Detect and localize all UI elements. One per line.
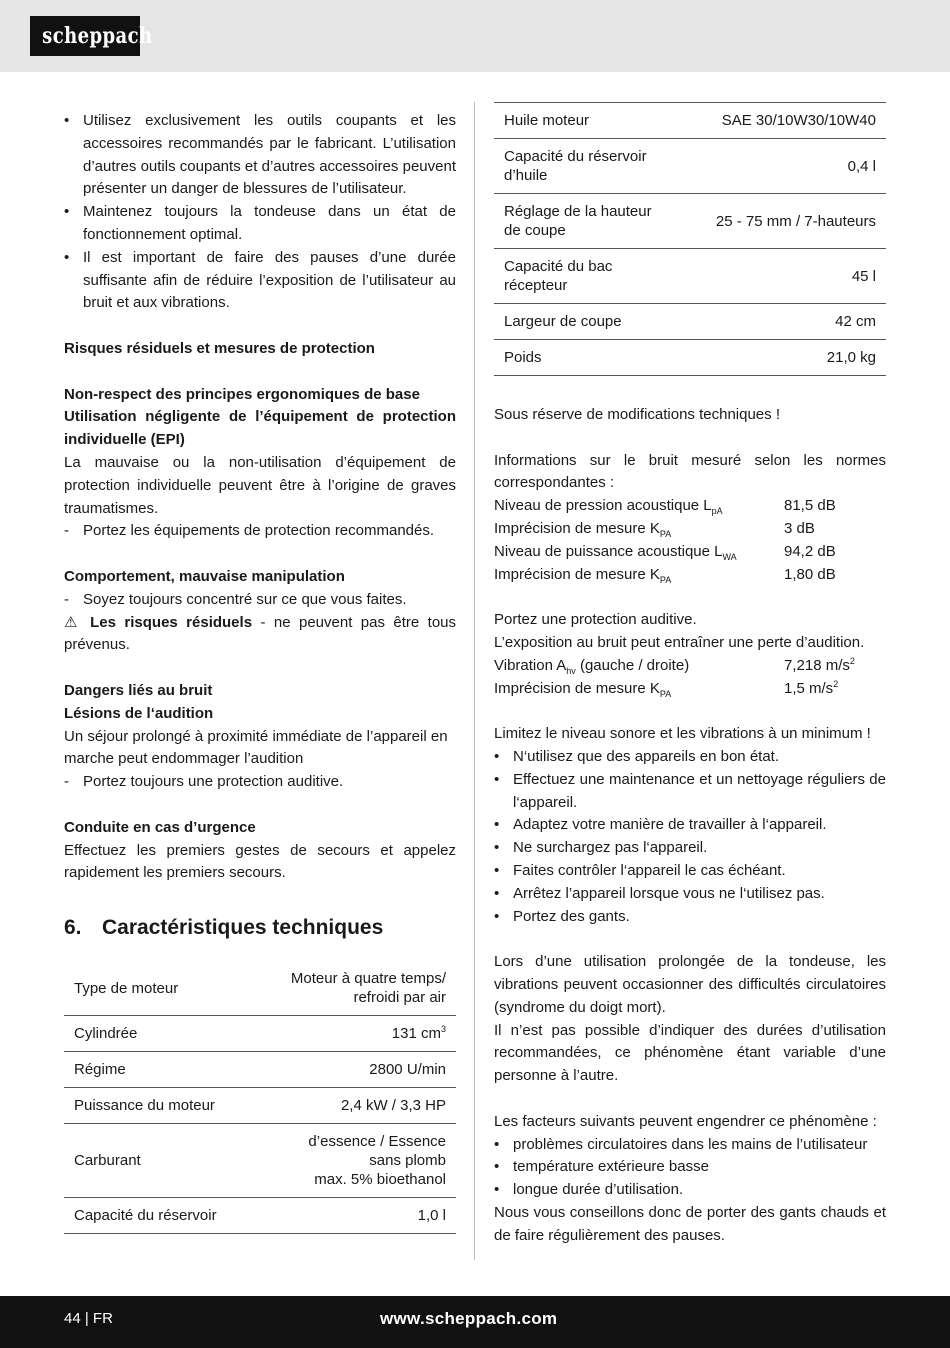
list-item: • longue durée d’utilisation.	[494, 1179, 886, 1202]
bullet-icon: •	[494, 770, 500, 788]
section-title: 6. Caractéristiques techniques	[64, 916, 384, 940]
limit-bullet-list	[494, 746, 886, 928]
bullet-icon: •	[494, 861, 500, 879]
table-row: Capacité du réservoir d’huile 0,4 l	[494, 139, 886, 194]
ergonomics-heading: Non-respect des principes ergonomiques de base	[64, 385, 420, 403]
residual-risk-note: ⚠ Les risques résiduels - ne peuvent pas être tous prévenus.	[64, 613, 457, 654]
table-row: Huile moteur SAE 30/10W30/10W40	[494, 103, 886, 139]
list-item: • Portez des gants.	[494, 906, 886, 929]
list-item: • Ne surchargez pas l‘appareil.	[494, 837, 886, 860]
bullet-icon: •	[494, 816, 500, 834]
value-row: Imprécision de mesure $K_{PA}$ 3 dB	[494, 519, 815, 539]
list-item: • Maintenez toujours la tondeuse dans un état de fonctionnement optimal.	[64, 203, 456, 243]
advice-text: Nous vous conseillons donc de porter des gants chauds et de faire régulièrement des pauses.	[494, 1203, 886, 1244]
bullet-icon: •	[494, 907, 500, 925]
behavior-heading: Comportement, mauvaise manipulation	[64, 567, 345, 585]
bullet-icon: •	[494, 1181, 500, 1199]
bullet-icon: •	[64, 112, 70, 129]
bullet-icon: •	[494, 1135, 500, 1153]
residual-risks-heading: Risques résiduels et mesures de protection	[64, 339, 375, 357]
ppe-text: La mauvaise ou la non-utilisation d’équipement de protection individuelle peuvent être à l’origine de graves traumatismes.	[64, 453, 456, 517]
value-row: Imprécision de mesure $K_{PA}$ 1,5 $m/s^2$	[494, 678, 839, 699]
spec-table-engine	[64, 961, 456, 1234]
factor-bullet-list	[494, 1134, 886, 1202]
bullet-icon: •	[494, 839, 500, 857]
list-item: • Utilisez exclusivement les outils coupants et les accessoires recommandés par le fabricant. L’utilisation d’autres outils coupants et d’autres accessoires peuvent présenter un danger de blessures de l’utilisateur.	[64, 112, 456, 198]
table-row: Capacité du réservoir 1,0 l	[64, 1198, 456, 1234]
bullet-icon: •	[494, 1158, 500, 1176]
emergency-text: Effectuez les premiers gestes de secours et appelez rapidement les premiers secours.	[64, 841, 456, 882]
dash-item: - Portez toujours une protection auditive.	[64, 773, 344, 791]
website-link[interactable]: www.scheppach.com	[380, 1309, 558, 1328]
list-item: • problèmes circulatoires dans les mains de l’utilisateur	[494, 1134, 886, 1157]
table-row: Cylindrée 131 $cm^3$	[64, 1016, 456, 1052]
table-row: Poids 21,0 kg	[494, 340, 886, 376]
spec-table-general	[494, 102, 886, 376]
page-header	[0, 0, 950, 72]
exposure-note: L’exposition au bruit peut entraîner une perte d’audition.	[494, 633, 865, 651]
right-spec-block	[494, 102, 886, 376]
list-item: • Arrêtez l’appareil lorsque vous ne l‘utilisez pas.	[494, 883, 886, 906]
table-row: Puissance du moteur 2,4 kW / 3,3 HP	[64, 1088, 456, 1124]
noise-heading: Dangers liés au bruit	[64, 681, 213, 699]
left-column	[64, 110, 456, 1234]
table-row: Réglage de la hauteur de coupe 25 - 75 mm / 7-hauteurs	[494, 194, 886, 249]
long-use-text: Lors d’une utilisation prolongée de la tondeuse, les vibrations peuvent occasionner des difficultés circulatoires (syndrome du doigt mort).	[494, 953, 886, 1016]
noise-values	[494, 495, 886, 586]
safety-bullet-list	[64, 110, 456, 315]
page-number: 44 | FR	[64, 1310, 113, 1327]
right-column	[494, 404, 886, 1247]
duration-text: Il n’est pas possible d’indiquer des durées d’utilisation recommandées, ce phénomène étant variable d’une personne à l’autre.	[494, 1021, 886, 1085]
emergency-heading: Conduite en cas d’urgence	[64, 818, 256, 836]
bullet-icon: •	[494, 884, 500, 902]
list-item: • Adaptez votre manière de travailler à l‘appareil.	[494, 814, 886, 837]
factors-intro: Les facteurs suivants peuvent engendrer ce phénomène :	[494, 1112, 877, 1130]
value-row: Niveau de pression acoustique $L_{pA}$ 81,5 dB	[494, 497, 836, 517]
noise-text: Un séjour prolongé à proximité immédiate de l’appareil en marche peut endommager l’audition	[64, 727, 448, 768]
warning-icon: ⚠	[64, 613, 82, 631]
ppe-heading: Utilisation négligente de l’équipement de protection individuelle (EPI)	[64, 408, 456, 449]
bullet-icon: •	[494, 747, 500, 765]
list-item: • Effectuez une maintenance et un nettoyage réguliers de l‘appareil.	[494, 770, 886, 811]
value-row: Niveau de puissance acoustique $L_{WA}$ 94,2 dB	[494, 542, 836, 562]
hearing-damage-heading: Lésions de l‘audition	[64, 704, 214, 722]
list-item: • température extérieure basse	[494, 1156, 886, 1179]
page-footer	[0, 1296, 950, 1348]
table-row: Carburant d’essence / Essence sans plomb max. 5% bioethanol	[64, 1124, 456, 1198]
value-row: Vibration $A_{hv}$ (gauche / droite) 7,218 $m/s^2$	[494, 655, 855, 676]
bullet-icon: •	[64, 203, 70, 221]
table-row: Capacité du bac récepteur 45 l	[494, 249, 886, 304]
list-item: • Il est important de faire des pauses d’une durée suffisante afin de réduire l’exposition de l’utilisateur au bruit et aux vibrations.	[64, 248, 456, 312]
column-divider	[474, 102, 475, 1260]
limit-note: Limitez le niveau sonore et les vibrations à un minimum !	[494, 725, 871, 743]
table-row: Type de moteur Moteur à quatre temps/ refroidi par air	[64, 961, 456, 1016]
table-row: Régime 2800 U/min	[64, 1052, 456, 1088]
bullet-icon: •	[64, 248, 70, 266]
list-item: • N‘utilisez que des appareils en bon état.	[494, 746, 886, 769]
noise-info: Informations sur le bruit mesuré selon les normes correspondantes :	[494, 451, 886, 492]
dash-item: - Soyez toujours concentré sur ce que vous faites.	[64, 590, 407, 608]
protection-note: Portez une protection auditive.	[494, 611, 697, 629]
value-row: Imprécision de mesure $K_{PA}$ 1,80 dB	[494, 565, 836, 585]
list-item: • Faites contrôler l‘appareil le cas échéant.	[494, 860, 886, 883]
brand-logo: scheppach	[30, 16, 140, 56]
table-row: Largeur de coupe 42 cm	[494, 304, 886, 340]
reserve-note: Sous réserve de modifications techniques !	[494, 406, 780, 423]
dash-item: - Portez les équipements de protection recommandés.	[64, 522, 435, 540]
